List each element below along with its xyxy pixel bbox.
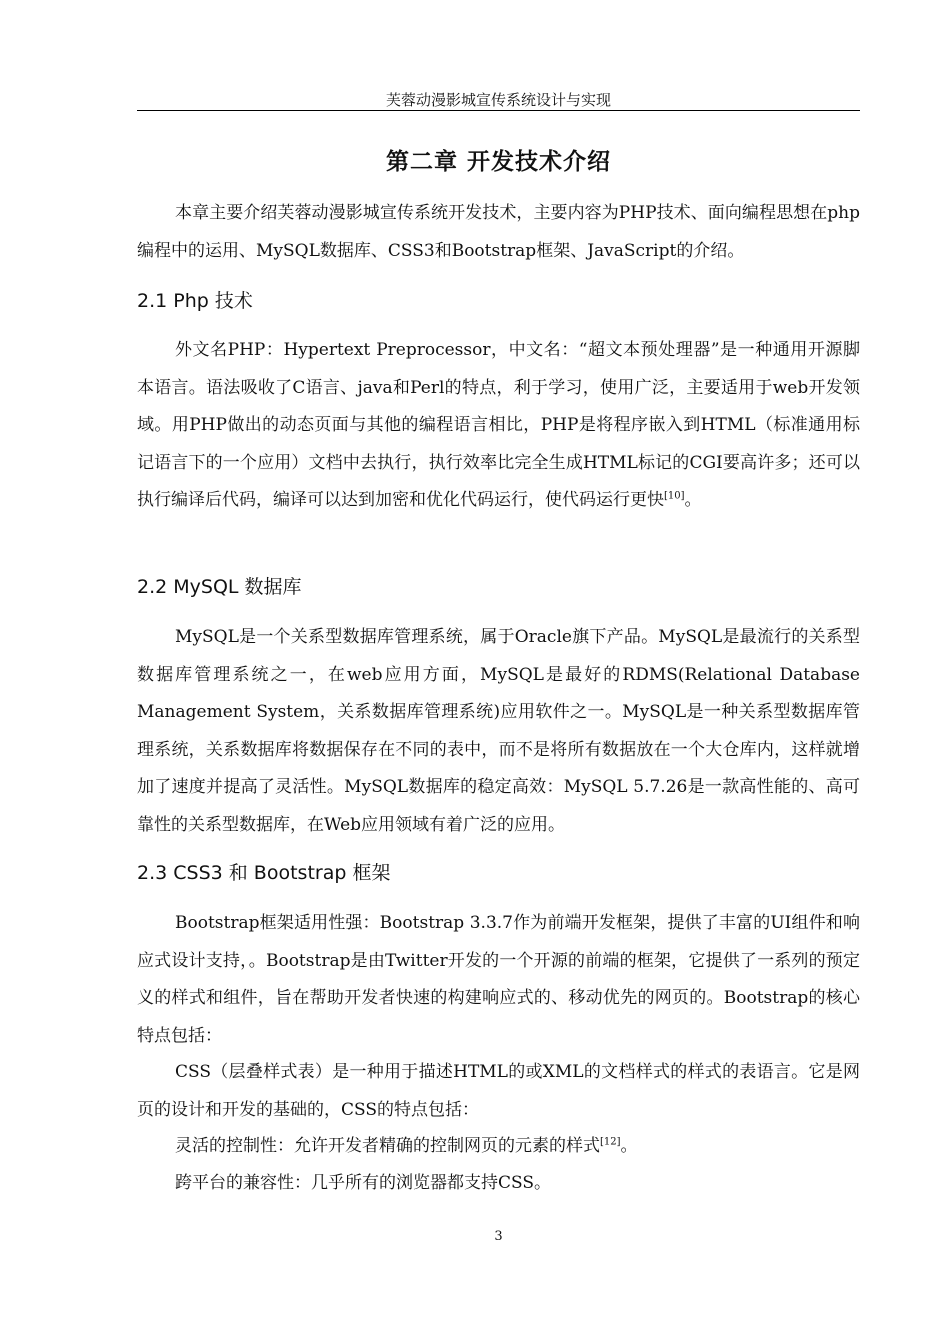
php-paragraph-tail: 。 — [684, 490, 702, 510]
citation-ref-10: [10] — [664, 490, 685, 502]
bootstrap-paragraph: Bootstrap框架适用性强：Bootstrap 3.3.7作为前端开发框架，提供了丰富的UI组件和响应式设计支持，。Bootstrap是由Twitter开发的一个开源的前端的框架，它提供了一系列的预定义的样式和组件，旨在帮助开发者快速的构建响应式的、移动优先的网页的。Bootstrap的核心特点包括： — [137, 913, 860, 1046]
page-number: 3 — [494, 1229, 503, 1244]
header-divider — [137, 110, 860, 111]
section-heading-2-1: 2.1 Php 技术 — [137, 290, 253, 312]
css-feature-flexibility-tail: 。 — [620, 1136, 638, 1156]
citation-ref-12: [12] — [600, 1136, 621, 1148]
css-paragraph: CSS（层叠样式表）是一种用于描述HTML的或XML的文档样式的样式的表语言。它是网页的设计和开发的基础的，CSS的特点包括： — [137, 1062, 860, 1120]
php-paragraph — [137, 332, 860, 520]
chapter-title: 第二章 开发技术介绍 — [385, 149, 611, 175]
section-heading-2-2: 2.2 MySQL 数据库 — [137, 576, 302, 598]
php-paragraph-text: 外文名PHP：Hypertext Preprocessor，中文名：“超文本预处理器”是一种通用开源脚本语言。语法吸收了C语言、java和Perl的特点，利于学习，使用广泛，主要适用于web开发领域。用PHP做出的动态页面与其他的编程语言相比，PHP是将程序嵌入到HTML（标准通用标记语言下的一个应用）文档中去执行，执行效率比完全生成HTML标记的CGI要高许多；还可以执行编译后代码，编译可以达到加密和优化代码运行，使代码运行更快 — [137, 340, 860, 510]
running-header: 芙蓉动漫影城宣传系统设计与实现 — [385, 91, 611, 109]
document-page — [137, 0, 860, 1344]
css-feature-flexibility-text: 灵活的控制性：允许开发者精确的控制网页的元素的样式 — [175, 1136, 600, 1156]
css-feature-compatibility: 跨平台的兼容性：几乎所有的浏览器都支持CSS。 — [175, 1173, 551, 1193]
chapter-intro-paragraph: 本章主要介绍芙蓉动漫影城宣传系统开发技术，主要内容为PHP技术、面向编程思想在php编程中的运用、MySQL数据库、CSS3和Bootstrap框架、JavaScript的介绍。 — [137, 203, 860, 261]
mysql-paragraph: MySQL是一个关系型数据库管理系统，属于Oracle旗下产品。MySQL是最流行的关系型数据库管理系统之一，在web应用方面，MySQL是最好的RDMS(Relational Database Management System，关系数据库管理系统)应用软件之一。MySQL是一种关系型数据库管理系统，关系数据库将数据保存在不同的表中，而不是将所有数据放在一个大仓库内，这样就增加了速度并提高了灵活性。MySQL数据库的稳定高效：MySQL 5.7.26是一款高性能的、高可靠性的关系型数据库，在Web应用领域有着广泛的应用。 — [137, 627, 860, 835]
css-feature-flexibility — [137, 1128, 860, 1166]
section-heading-2-3: 2.3 CSS3 和 Bootstrap 框架 — [137, 862, 391, 884]
